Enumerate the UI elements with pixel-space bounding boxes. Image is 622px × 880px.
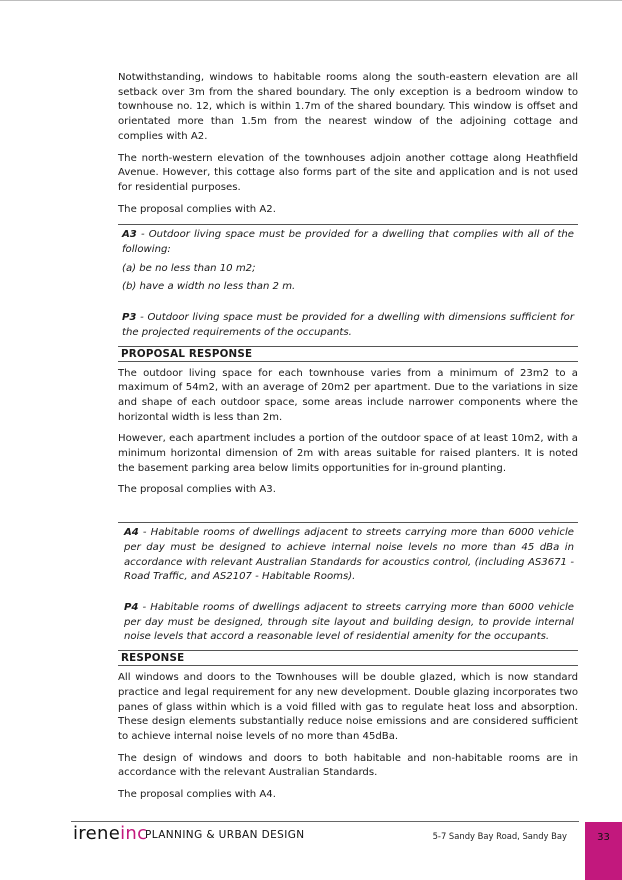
- performance-criteria-p4: [124, 601, 574, 645]
- footer-rule: [71, 821, 579, 822]
- standard-box-a3: [118, 224, 578, 346]
- company-tagline: PLANNING & URBAN DESIGN: [145, 829, 305, 841]
- page-footer: [71, 825, 579, 845]
- standard-box-a4: [118, 522, 578, 651]
- acceptable-solution-a4: [124, 526, 574, 585]
- page-number: 33: [597, 832, 610, 843]
- clause-label: A4: [124, 527, 139, 539]
- page-number-tab: [585, 822, 622, 880]
- list-item: (b) have a width no less than 2 m.: [122, 281, 296, 293]
- logo-text-main: irene: [73, 823, 121, 844]
- company-logo: [73, 823, 147, 844]
- acceptable-solution-a3: [122, 228, 574, 257]
- document-body: [118, 71, 578, 810]
- paragraph: The proposal complies with A3.: [118, 484, 276, 496]
- section-heading: RESPONSE: [118, 651, 578, 666]
- paragraph: The north-western elevation of the townhouses adjoin another cottage along Heathfield Avenue. However, this cottage also forms part of the site and application and is not used for residential purposes.: [118, 152, 578, 193]
- paragraph: Notwithstanding, windows to habitable rooms along the south-eastern elevation are all setback over 3m from the shared boundary. The only exception is a bedroom window to townhouse no. 12, which is within 1.7m of the shared boundary. This window is offset and orientated more than 1.5m from the nearest window of the adjoining cottage and complies with A2.: [118, 72, 578, 142]
- paragraph: The design of windows and doors to both habitable and non-habitable rooms are in accordance with the relevant Australian Standards.: [118, 752, 578, 779]
- list-item: (a) be no less than 10 m2;: [122, 262, 256, 274]
- clause-label: A3: [122, 229, 137, 241]
- paragraph: The outdoor living space for each townhouse varies from a minimum of 23m2 to a maximum of 54m2, with an average of 20m2 per apartment. Due to the variations in size and shape of each outdoor space, some areas include narrower components where the horizontal width is less than 2m.: [118, 367, 578, 423]
- clause-text: - Outdoor living space must be provided for a dwelling that complies with all of the following:: [122, 229, 574, 256]
- top-rule: [0, 0, 622, 1]
- clause-text: - Outdoor living space must be provided for a dwelling with dimensions sufficient for the projected requirements of the occupants.: [122, 312, 574, 338]
- site-address: 5-7 Sandy Bay Road, Sandy Bay: [432, 831, 567, 841]
- section-heading: PROPOSAL RESPONSE: [118, 347, 578, 362]
- logo-text-accent: inc: [120, 823, 148, 844]
- clause-text: - Habitable rooms of dwellings adjacent to streets carrying more than 6000 vehicle per day must be designed, through site layout and building design, to provide internal noise levels that accord a reasonable level of residential amenity for the occupants.: [124, 601, 574, 643]
- clause-label: P4: [124, 601, 139, 613]
- performance-criteria-p3: [122, 311, 574, 340]
- clause-text: - Habitable rooms of dwellings adjacent to streets carrying more than 6000 vehicle per day must be designed to achieve internal noise levels no more than 45 dBa in accordance with relevant Australian Standards for acoustics control, (including AS3671 - Road Traffic, and AS2107 - Habitable Rooms).: [124, 527, 574, 583]
- paragraph: The proposal complies with A4.: [118, 789, 276, 801]
- clause-label: P3: [122, 312, 137, 324]
- paragraph: However, each apartment includes a portion of the outdoor space of at least 10m2, with a minimum horizontal dimension of 2m with areas suitable for raised planters. It is noted the basement parking area below limits opportunities for in-ground planting.: [118, 433, 578, 474]
- paragraph: The proposal complies with A2.: [118, 203, 276, 215]
- paragraph: All windows and doors to the Townhouses will be double glazed, which is now standard practice and legal requirement for any new development. Double glazing incorporates two panes of glass within which is a void filled with gas to regulate heat loss and absorption. These design elements substantially reduce noise emissions and are considered sufficient to achieve internal noise levels of no more than 45dBa.: [118, 672, 578, 742]
